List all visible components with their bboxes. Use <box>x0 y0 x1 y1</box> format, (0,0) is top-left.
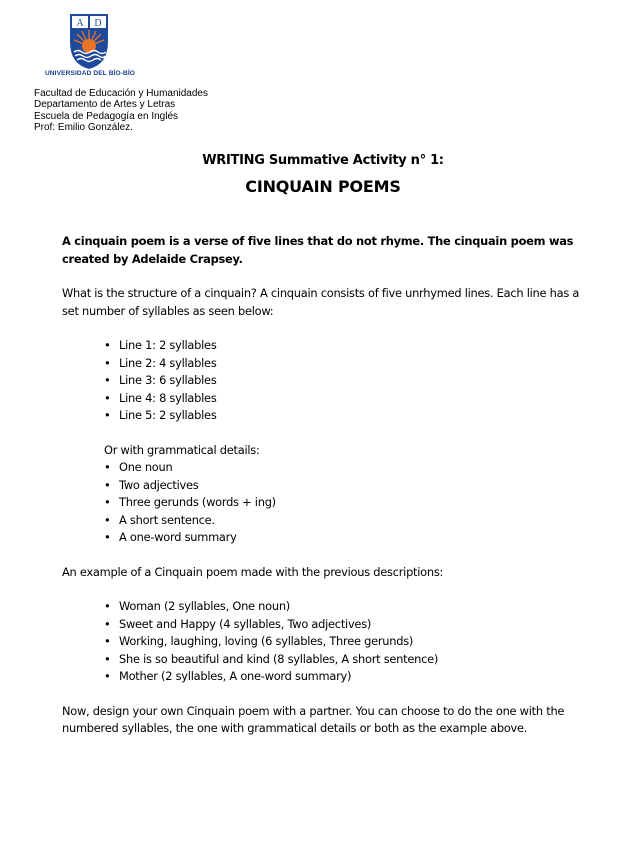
document-body <box>62 233 582 738</box>
list-item: • Three gerunds (words + ing) <box>104 494 582 512</box>
list-item: • A short sentence. <box>104 512 582 530</box>
structure-paragraph: What is the structure of a cinquain? A cinquain consists of five unrhymed lines. Each line has a set number of syllables as seen below: <box>62 286 580 318</box>
list-item: • Line 3: 6 syllables <box>104 372 582 390</box>
department-line: Departamento de Artes y Letras <box>34 99 176 111</box>
grammar-list <box>62 459 582 547</box>
syllable-list <box>62 337 582 425</box>
faculty-line: Facultad de Educación y Humanidades <box>34 88 208 99</box>
list-item: • She is so beautiful and kind (8 syllables, A short sentence) <box>104 651 582 669</box>
list-item: • Sweet and Happy (4 syllables, Two adjectives) <box>104 616 582 634</box>
intro-paragraph: A cinquain poem is a verse of five lines that do not rhyme. The cinquain poem was created by Adelaide Crapsey. <box>62 234 574 266</box>
list-item: • Line 2: 4 syllables <box>104 355 582 373</box>
list-item: • A one-word summary <box>104 529 582 547</box>
shield-letter-a: A <box>76 18 84 29</box>
activity-title: WRITING Summative Activity n° 1: <box>202 153 444 168</box>
example-poem-list <box>62 598 582 686</box>
list-item: • Line 1: 2 syllables <box>104 337 582 355</box>
example-intro: An example of a Cinquain poem made with the previous descriptions: <box>62 564 444 579</box>
grammar-heading: Or with grammatical details: <box>104 442 260 457</box>
institution-header <box>34 88 208 133</box>
page-title: CINQUAIN POEMS <box>245 177 401 196</box>
list-item: • Working, laughing, loving (6 syllables, Three gerunds) <box>104 633 582 651</box>
shield-letter-d: D <box>94 18 102 29</box>
logo-caption: UNIVERSIDAD DEL BÍO-BÍO <box>44 70 136 77</box>
closing-paragraph: Now, design your own Cinquain poem with a partner. You can choose to do the one with the numbered syllables, the one with grammatical details or both as the example above. <box>62 703 565 735</box>
list-item: • Mother (2 syllables, A one-word summary) <box>104 668 582 686</box>
list-item: • Line 5: 2 syllables <box>104 407 582 425</box>
shield-emblem-icon <box>34 12 146 70</box>
list-item: • Woman (2 syllables, One noun) <box>104 598 582 616</box>
professor-line: Prof: Emilio González. <box>34 121 133 133</box>
university-logo <box>34 12 146 82</box>
school-line: Escuela de Pedagogía en Inglés <box>34 110 178 122</box>
list-item: • One noun <box>104 459 582 477</box>
list-item: • Line 4: 8 syllables <box>104 390 582 408</box>
list-item: • Two adjectives <box>104 477 582 495</box>
